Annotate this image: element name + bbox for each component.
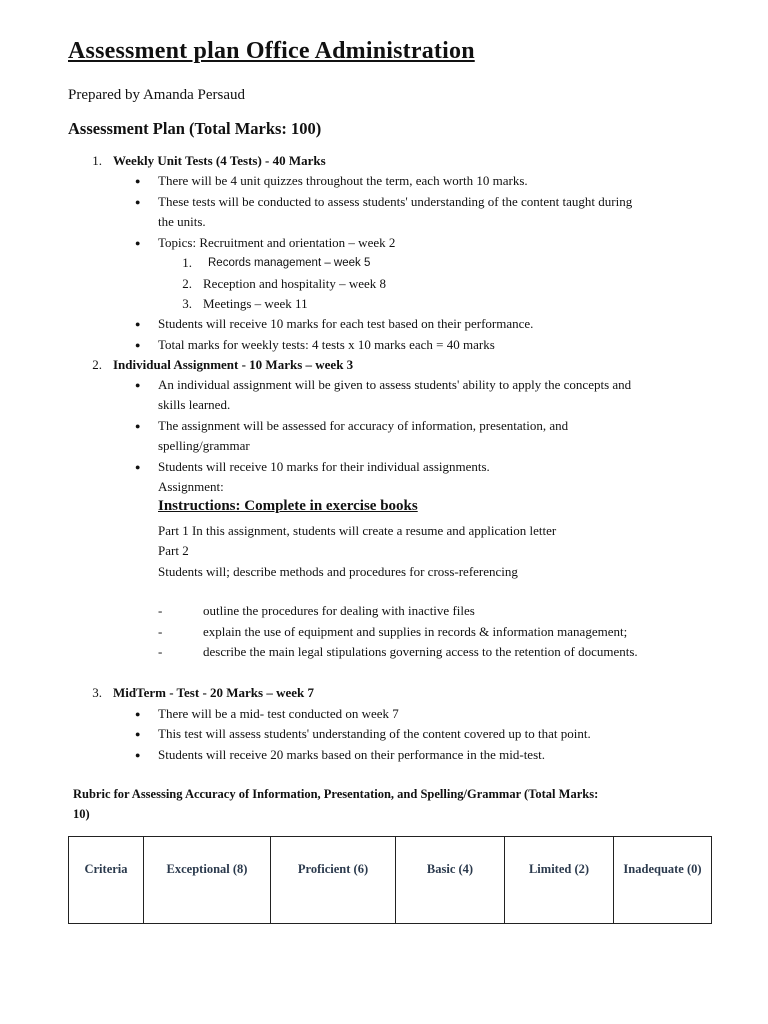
section1-bullet5: Total marks for weekly tests: 4 tests x 10 marks each = 40 marks — [158, 337, 495, 352]
table-header-cell: Inadequate (0) — [614, 837, 712, 924]
document-title: Assessment plan Office Administration — [68, 38, 475, 64]
table-header-cell: Criteria — [69, 837, 144, 924]
section3-heading: MidTerm - Test - 20 Marks – week 7 — [113, 685, 315, 700]
bullet-icon: ● — [135, 729, 141, 739]
section2-bullet2: The assignment will be assessed for accuracy of information, presentation, and — [158, 418, 569, 433]
section3-bullet1: There will be a mid- test conducted on week 7 — [158, 706, 399, 721]
section3-bullet3: Students will receive 20 marks based on their performance in the mid-test. — [158, 747, 545, 762]
section1-bullet4: Students will receive 10 marks for each test based on their performance. — [158, 316, 534, 331]
prepared-by: Prepared by Amanda Persaud — [68, 87, 246, 103]
bullet-icon: ● — [135, 380, 141, 390]
dash-item: outline the procedures for dealing with inactive files — [203, 603, 475, 618]
assignment-label: Assignment: — [158, 479, 224, 494]
table-header-cell: Exceptional (8) — [144, 837, 271, 924]
section1-number: 1. — [92, 153, 102, 168]
topic-item: Reception and hospitality – week 8 — [203, 276, 387, 291]
dash-mark: - — [158, 603, 163, 618]
bullet-icon: ● — [135, 197, 141, 207]
bullet-icon: ● — [135, 340, 141, 350]
instructions-heading: Instructions: Complete in exercise books — [158, 498, 418, 514]
part1-text: Part 1 In this assignment, students will create a resume and application letter — [158, 523, 557, 538]
bullet-icon: ● — [135, 421, 141, 431]
topic-item: Records management – week 5 — [208, 257, 371, 269]
rubric-heading-cont: 10) — [73, 807, 90, 821]
topic-number: 3. — [182, 296, 192, 311]
section3-number: 3. — [92, 685, 102, 700]
table-header-cell: Proficient (6) — [271, 837, 396, 924]
table-row — [69, 837, 712, 924]
section1-bullet2-cont: the units. — [158, 214, 206, 229]
dash-item: explain the use of equipment and supplies in records & information management; — [203, 624, 628, 639]
section1-topics: Topics: Recruitment and orientation – week 2 — [158, 235, 396, 250]
bullet-icon: ● — [135, 750, 141, 760]
bullet-icon: ● — [135, 319, 141, 329]
rubric-heading: Rubric for Assessing Accuracy of Information, Presentation, and Spelling/Grammar (Total Marks: — [73, 787, 599, 801]
topic-number: 1. — [182, 255, 192, 270]
section1-bullet1: There will be 4 unit quizzes throughout the term, each worth 10 marks. — [158, 173, 528, 188]
bullet-icon: ● — [135, 238, 141, 248]
rubric-table — [68, 836, 712, 924]
section2-bullet3: Students will receive 10 marks for their individual assignments. — [158, 459, 490, 474]
table-header-cell: Basic (4) — [396, 837, 505, 924]
bullet-icon: ● — [135, 709, 141, 719]
section2-bullet2-cont: spelling/grammar — [158, 438, 250, 453]
dash-item: describe the main legal stipulations governing access to the retention of documents. — [203, 644, 638, 659]
bullet-icon: ● — [135, 176, 141, 186]
section2-heading: Individual Assignment - 10 Marks – week 3 — [113, 357, 354, 372]
dash-mark: - — [158, 644, 163, 659]
topic-item: Meetings – week 11 — [203, 296, 308, 311]
dash-mark: - — [158, 624, 163, 639]
bullet-icon: ● — [135, 462, 141, 472]
part2-label: Part 2 — [158, 543, 189, 558]
section3-bullet2: This test will assess students' understanding of the content covered up to that point. — [158, 726, 591, 741]
table-header-cell: Limited (2) — [505, 837, 614, 924]
section2-bullet1-cont: skills learned. — [158, 397, 231, 412]
section2-bullet1: An individual assignment will be given to assess students' ability to apply the concepts and — [158, 377, 632, 392]
section1-bullet2: These tests will be conducted to assess students' understanding of the content taught during — [158, 194, 633, 209]
students-will-text: Students will; describe methods and procedures for cross-referencing — [158, 564, 518, 579]
topic-number: 2. — [182, 276, 192, 291]
section2-number: 2. — [92, 357, 102, 372]
plan-heading: Assessment Plan (Total Marks: 100) — [68, 119, 322, 138]
section1-heading: Weekly Unit Tests (4 Tests) - 40 Marks — [113, 153, 326, 168]
